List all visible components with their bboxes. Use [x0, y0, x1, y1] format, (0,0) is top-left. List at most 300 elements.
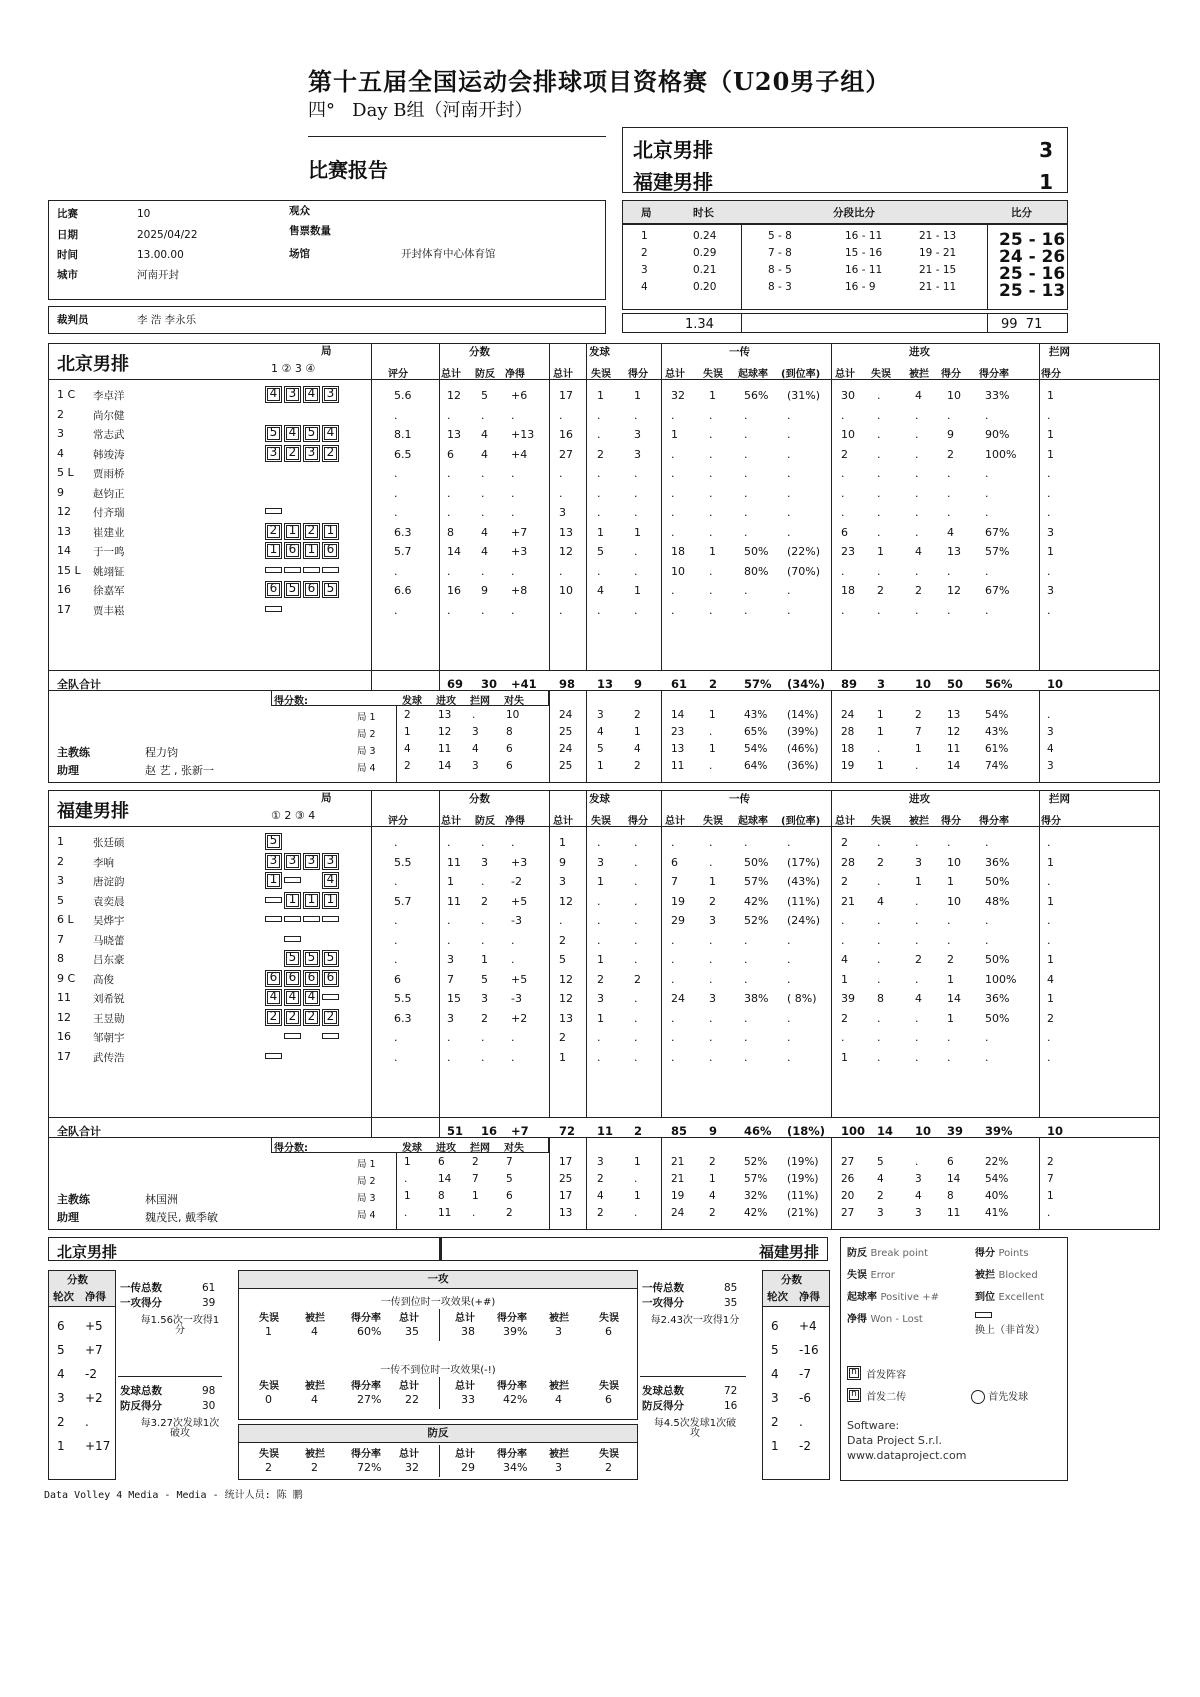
fb-value: 39	[202, 1297, 216, 1309]
stat-value: 50%	[985, 875, 1010, 888]
player-row	[49, 1009, 1159, 1030]
stat-value: .	[877, 875, 881, 888]
legend-item	[847, 1310, 923, 1325]
set-position: 5	[322, 950, 339, 967]
player-sets	[265, 581, 341, 598]
total-value: 30	[481, 677, 498, 691]
stat-value: .	[877, 447, 881, 461]
grid-head: 总计	[455, 1381, 475, 1392]
stat-value: 56%	[744, 389, 769, 402]
grid-head: 失误	[259, 1381, 279, 1392]
col-head: 总计	[665, 816, 685, 827]
stat-value: .	[597, 467, 601, 480]
player-sets	[265, 1009, 341, 1026]
grid-head: 被拦	[305, 1313, 325, 1324]
set-slot-empty	[303, 406, 320, 423]
stat-value: 100%	[985, 447, 1017, 461]
points-head: 发球	[402, 1143, 422, 1154]
sub-marker	[265, 916, 282, 922]
grid-value: 3	[555, 1325, 562, 1338]
set-stat: 26	[841, 1173, 855, 1185]
set-position: 1	[303, 892, 320, 909]
rotation-net: -6	[799, 1391, 811, 1405]
stat-value: 17	[559, 389, 573, 402]
points-head: 发球	[402, 696, 422, 707]
set-stat: 2	[709, 1207, 716, 1219]
stat-value: .	[447, 603, 451, 617]
stat-value: .	[877, 506, 881, 519]
points-label: 得分数:	[274, 696, 308, 707]
stat-value: .	[877, 603, 881, 617]
stat-value: .	[947, 506, 951, 519]
player-row	[49, 425, 1159, 446]
rotation-net: +4	[799, 1319, 817, 1333]
stat-value: .	[559, 603, 563, 617]
stat-value: 12	[559, 972, 573, 986]
points-value: 14	[438, 1173, 452, 1185]
rotation-net: +2	[85, 1391, 103, 1405]
set-stat: 2	[597, 1173, 604, 1185]
stat-value: .	[394, 408, 398, 422]
stat-value: .	[985, 1050, 989, 1064]
set-stat: 18	[841, 743, 855, 755]
set-slot-empty	[284, 484, 301, 501]
set-slot-sub	[284, 911, 301, 928]
set-head: 局	[321, 345, 332, 357]
col-head: 得分	[1041, 816, 1061, 827]
legend-item	[847, 1266, 895, 1281]
player-number: 16	[57, 583, 71, 596]
stat-value: .	[481, 486, 485, 500]
stat-value: .	[597, 894, 601, 908]
stat-value: .	[744, 953, 748, 966]
stat-value: 10	[947, 894, 961, 908]
player-row	[49, 970, 1159, 991]
stat-value: .	[787, 953, 791, 966]
stat-value: 67%	[985, 525, 1010, 539]
stat-value: 6.3	[394, 1011, 412, 1025]
stat-value: .	[671, 506, 675, 519]
stat-value: .	[947, 467, 951, 480]
stat-value: .	[671, 1050, 675, 1064]
stat-value: .	[709, 584, 713, 597]
set-duration: 0.29	[693, 247, 717, 259]
set-position: 5	[284, 581, 301, 598]
stat-value: .	[559, 486, 563, 500]
col-head: 被拦	[909, 816, 929, 827]
points-value: 3	[472, 726, 479, 738]
points-head: 进攻	[436, 696, 456, 707]
player-number: 1	[57, 835, 64, 848]
total-value: 11	[597, 1124, 614, 1138]
set-stat: 1	[709, 743, 716, 755]
stat-value: .	[877, 467, 881, 480]
points-head: 拦网	[470, 1143, 490, 1154]
stat-value: 8	[877, 992, 884, 1005]
coach-name: 林国洲	[145, 1193, 178, 1206]
stat-value: -2	[511, 875, 522, 888]
player-sets	[265, 1028, 341, 1045]
divider	[371, 670, 372, 690]
stat-value: 2	[947, 447, 954, 461]
set-stat: 41%	[985, 1207, 1009, 1219]
stat-value: .	[671, 603, 675, 617]
player-row	[49, 872, 1159, 893]
stat-value: .	[511, 408, 515, 422]
player-name: 袁奕晨	[93, 895, 125, 908]
player-name: 刘希锐	[93, 993, 125, 1005]
sub-marker	[303, 916, 320, 922]
legend-key: 被拦	[975, 1270, 999, 1281]
grid-value: 29	[461, 1461, 475, 1474]
points-value: 7	[472, 1173, 479, 1185]
stat-value: .	[447, 564, 451, 578]
set-stat: 14	[947, 760, 961, 772]
set-position: 4	[284, 989, 301, 1006]
stat-value: .	[915, 933, 919, 947]
set-slot-empty	[322, 931, 339, 948]
stat-value: 12	[947, 584, 961, 597]
stat-value: .	[634, 875, 638, 888]
player-sets	[265, 386, 341, 403]
total-label: 全队合计	[57, 678, 101, 691]
set-stat: 24	[671, 1207, 685, 1219]
set-stat: 4	[709, 1190, 716, 1202]
stat-value: .	[1047, 486, 1051, 500]
set-partial: 21 - 11	[919, 281, 957, 293]
points-header	[271, 691, 549, 706]
player-number: 14	[57, 544, 71, 557]
set-stat: 25	[559, 1173, 573, 1185]
grid-head: 失误	[259, 1449, 279, 1460]
stat-value: (70%)	[787, 564, 821, 578]
stat-value: 7	[671, 875, 678, 888]
grid-head: 得分率	[351, 1449, 381, 1460]
player-name: 姚翊钲	[93, 565, 125, 578]
set-label: 局 3	[357, 1193, 376, 1204]
set-position: 2	[322, 445, 339, 462]
stat-value: 2	[877, 584, 884, 597]
col-head: 失误	[871, 369, 891, 380]
legend-item	[975, 1266, 1038, 1281]
stat-value: .	[877, 1050, 881, 1064]
stat-value: .	[634, 914, 638, 927]
set-slot-empty	[303, 1048, 320, 1065]
stat-value: .	[671, 486, 675, 500]
recv-ratio: 每2.43次一攻得1分	[650, 1315, 740, 1326]
stat-value: .	[597, 486, 601, 500]
legend-desc: Break point	[870, 1248, 928, 1259]
stat-value: 1	[597, 875, 604, 888]
player-name: 贾雨桥	[93, 468, 125, 480]
set-stat: 1	[634, 1156, 641, 1168]
divider	[549, 1137, 550, 1229]
referee-names: 李 浩 李永乐	[137, 314, 197, 326]
set-stat: 54%	[985, 1173, 1009, 1185]
set-stat: 2	[709, 1156, 716, 1168]
set-partial: 16 - 11	[845, 230, 883, 242]
stat-value: 1	[947, 1011, 954, 1025]
stat-value: .	[915, 428, 919, 441]
stat-value: 3	[634, 447, 641, 461]
stat-value: 1	[597, 389, 604, 402]
set-position: 5	[322, 581, 339, 598]
set-label: 局 1	[357, 1159, 376, 1170]
stat-value: 2	[841, 875, 848, 888]
divider	[661, 1137, 662, 1229]
set-partial: 8 - 5	[768, 264, 792, 276]
set-position: 1	[265, 542, 282, 559]
stat-value: .	[787, 836, 791, 849]
stat-value: 4	[915, 545, 922, 558]
stat-value: .	[787, 428, 791, 441]
group-head: 分数	[469, 793, 490, 805]
player-sets	[265, 542, 341, 559]
rotation: 1	[57, 1439, 65, 1453]
assistant-name: 魏茂民, 戴季敏	[145, 1211, 218, 1224]
stat-value: .	[671, 447, 675, 461]
stat-value: .	[634, 603, 638, 617]
total-value: (34%)	[787, 677, 826, 691]
set-position: 6	[265, 970, 282, 987]
player-number: 9 C	[57, 971, 76, 985]
player-sets	[265, 931, 341, 948]
stat-value: .	[787, 447, 791, 461]
stat-value: (24%)	[787, 914, 821, 927]
set-slot-sub	[322, 989, 339, 1006]
sub-marker	[975, 1312, 992, 1318]
stat-value: 80%	[744, 564, 769, 578]
stat-value: .	[915, 914, 919, 927]
set-stat: 2	[877, 1190, 884, 1202]
col-head: 起球率	[738, 816, 768, 827]
stat-value: .	[985, 1031, 989, 1044]
stat-value: .	[947, 564, 951, 578]
stat-value: .	[634, 1011, 638, 1025]
col-head: 得分率	[979, 369, 1009, 380]
set-position: 6	[303, 581, 320, 598]
set-position: 4	[322, 872, 339, 889]
player-number: 9	[57, 485, 64, 499]
stat-value: .	[744, 1050, 748, 1064]
sideout-good: 一传到位时一攻效果(+#)	[380, 1297, 496, 1308]
total-value: 46%	[744, 1124, 772, 1138]
stat-value: 57%	[985, 545, 1010, 558]
set-position: 3	[303, 445, 320, 462]
stat-value: .	[394, 486, 398, 500]
stat-value: .	[481, 603, 485, 617]
sub-marker	[322, 567, 339, 573]
stat-value: .	[1047, 1050, 1051, 1064]
stat-value: +13	[511, 428, 535, 441]
set-stat: 1	[877, 760, 884, 772]
stat-value: (22%)	[787, 545, 821, 558]
stat-value: 3	[447, 1011, 454, 1025]
stat-value: 32	[671, 389, 685, 402]
set-position: 3	[303, 853, 320, 870]
stat-value: .	[744, 486, 748, 500]
player-name: 马晓蕾	[93, 934, 125, 947]
set-stat: 1	[634, 1190, 641, 1202]
set-stat: 4	[634, 743, 641, 755]
stat-value: .	[947, 603, 951, 617]
set-stat: (39%)	[787, 726, 819, 738]
set-slot-empty	[322, 833, 339, 850]
grid-head: 失误	[599, 1381, 619, 1392]
stat-value: 2	[597, 972, 604, 986]
stat-value: .	[671, 953, 675, 966]
stat-value: 4	[877, 894, 884, 908]
set-stat: 20	[841, 1190, 855, 1202]
stat-value: .	[744, 1031, 748, 1044]
fb-value: 35	[724, 1297, 738, 1309]
set-partial: 8 - 3	[768, 281, 792, 293]
set-stat: .	[709, 726, 713, 738]
player-sets	[265, 892, 341, 909]
points-value: 8	[506, 726, 513, 738]
stat-value: .	[394, 603, 398, 617]
stat-value: 5	[559, 953, 566, 966]
player-number: 17	[57, 602, 71, 616]
set-partial: 16 - 11	[845, 264, 883, 276]
stat-value: .	[915, 836, 919, 849]
set-stat: (21%)	[787, 1207, 819, 1219]
grid-value: 33	[461, 1393, 475, 1406]
stat-value: 5	[597, 545, 604, 558]
divider	[49, 690, 1159, 691]
table-header	[49, 791, 1159, 827]
set-slot-sub	[284, 562, 301, 579]
grid-head: 得分率	[497, 1449, 527, 1460]
set-number: 4	[641, 281, 648, 293]
set-stat: 43%	[985, 726, 1009, 738]
legend-item	[975, 1244, 1029, 1259]
divider	[549, 690, 550, 782]
match-info	[48, 200, 606, 300]
team-a-name: 北京男排	[633, 138, 713, 162]
info-label: 城市	[57, 269, 78, 281]
stat-value: 2	[709, 894, 716, 908]
stat-value: .	[1047, 933, 1051, 947]
stat-value: 2	[841, 836, 848, 849]
points-value: 13	[438, 709, 452, 721]
stat-value: .	[985, 564, 989, 578]
player-row	[49, 989, 1159, 1010]
rotation: 3	[57, 1391, 65, 1405]
stat-value: .	[597, 933, 601, 947]
set-slot-sub	[322, 1028, 339, 1045]
set-slot-sub	[265, 1048, 282, 1065]
player-sets	[265, 445, 341, 462]
set-stat: 1	[634, 726, 641, 738]
set-position: 6	[284, 542, 301, 559]
set-position: 2	[303, 1009, 320, 1026]
stat-value: .	[481, 1031, 485, 1044]
player-name: 唐淀韵	[93, 876, 125, 888]
set-slot-empty	[322, 484, 339, 501]
stat-value: 2	[559, 1031, 566, 1044]
set-stat: 1	[709, 1173, 716, 1185]
set-stat: 12	[947, 726, 961, 738]
points-value: 3	[472, 760, 479, 772]
set-position: 2	[284, 1009, 301, 1026]
set-slot-empty	[284, 464, 301, 481]
stat-value: .	[787, 972, 791, 986]
stat-value: 5.6	[394, 389, 412, 402]
set-position: 2	[265, 523, 282, 540]
total-row	[49, 1121, 1159, 1142]
rotation: 4	[771, 1367, 779, 1381]
set-position: 5	[303, 950, 320, 967]
divider	[49, 1117, 1159, 1118]
stat-value: 4	[597, 584, 604, 597]
info-label: 时间	[57, 249, 78, 261]
set-label: 局 3	[357, 746, 376, 757]
total-label: 全队合计	[57, 1125, 101, 1138]
stat-value: .	[671, 1011, 675, 1025]
grid-head: 得分率	[497, 1381, 527, 1392]
points-value: 2	[404, 760, 411, 772]
stat-value: .	[787, 933, 791, 947]
player-number: 17	[57, 1049, 71, 1063]
stat-value: .	[447, 914, 451, 927]
set-slot-empty	[303, 1028, 320, 1045]
set-stat: 19	[841, 760, 855, 772]
stat-value: .	[634, 894, 638, 908]
points-value: .	[404, 1173, 408, 1185]
legend-key: 得分	[975, 1248, 999, 1259]
set-slot-sub	[303, 562, 320, 579]
sideout-box	[238, 1270, 638, 1420]
player-number: 5 L	[57, 466, 74, 479]
set-stat: 14	[947, 1173, 961, 1185]
set-position: 1	[284, 523, 301, 540]
set-stat: 1	[1047, 1190, 1054, 1202]
set-stat: (36%)	[787, 760, 819, 772]
set-stat: (19%)	[787, 1173, 819, 1185]
stat-value: .	[671, 933, 675, 947]
rotation-net: +17	[85, 1439, 111, 1453]
set-stat: 14	[671, 709, 685, 721]
set-stat: 2	[1047, 1156, 1054, 1168]
stat-value: .	[985, 506, 989, 519]
grid-head: 被拦	[305, 1381, 325, 1392]
legend	[840, 1237, 1068, 1481]
stat-value: .	[709, 525, 713, 539]
stat-value: 4	[481, 525, 488, 539]
stat-value: .	[709, 506, 713, 519]
points-value: 12	[438, 726, 452, 738]
player-number: 1 C	[57, 388, 76, 401]
set-position: 5	[265, 425, 282, 442]
set-position: 1	[322, 892, 339, 909]
stat-value: .	[709, 564, 713, 578]
set-slot-empty	[303, 484, 320, 501]
stat-value: .	[394, 914, 398, 927]
stat-value: .	[634, 408, 638, 422]
points-header	[271, 1138, 549, 1153]
team-a-sets: 3	[1039, 138, 1053, 162]
player-sets	[265, 989, 341, 1006]
stat-value: 1	[841, 1050, 848, 1064]
col-head: 评分	[388, 369, 408, 380]
player-row	[49, 1028, 1159, 1049]
stat-value: 1	[634, 525, 641, 539]
stat-value: .	[709, 972, 713, 986]
stat-value: .	[447, 467, 451, 480]
stat-value: .	[841, 486, 845, 500]
grid-value: 3	[555, 1461, 562, 1474]
